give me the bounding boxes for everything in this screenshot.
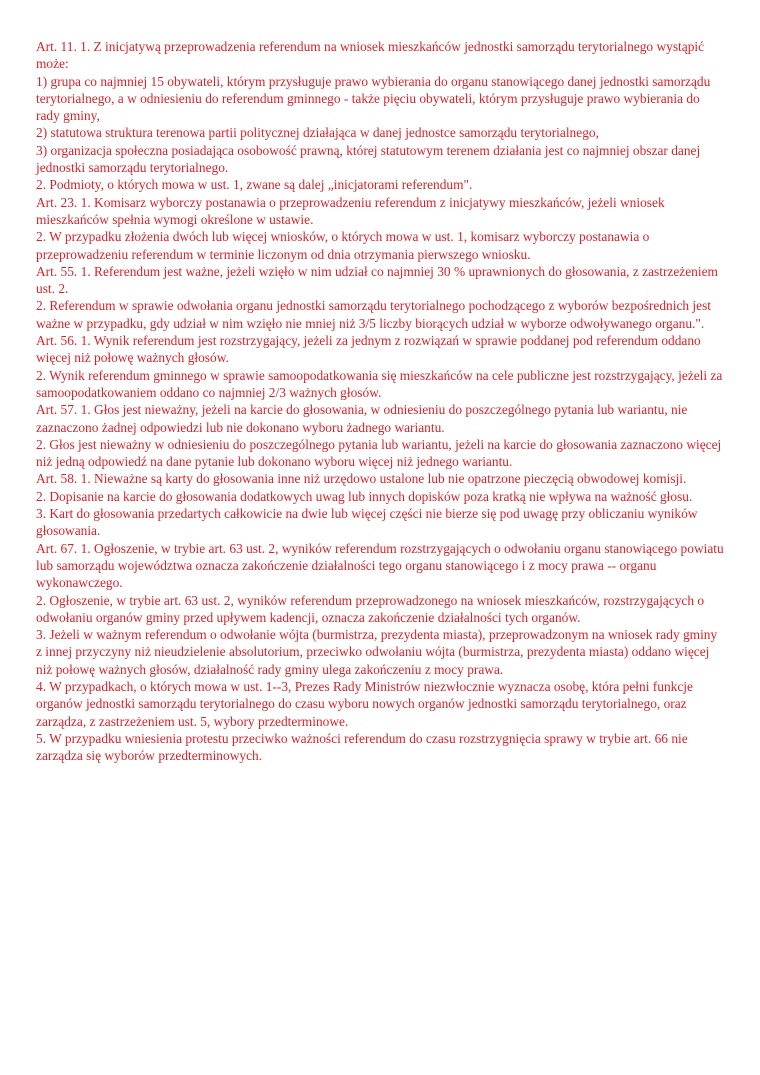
art-67-ust-5: 5. W przypadku wniesienia protestu przeciwko ważności referendum do czasu rozstrzygnięcia sprawy w trybie art. 66 nie zarządza się wyborów przedterminowych. xyxy=(36,730,688,764)
art-11-intro: Art. 11. 1. Z inicjatywą przeprowadzenia referendum na wniosek mieszkańców jednostki samorządu terytorialnego wystąpić może: xyxy=(36,39,705,72)
art-56-ust-1: Art. 56. 1. Wynik referendum jest rozstrzygający, jeżeli za jednym z rozwiązań w sprawie poddanej pod referendum oddano więcej niż połowę ważnych głosów. xyxy=(36,333,701,366)
art-11-ust-2: 2. Podmioty, o których mowa w ust. 1, zwane są dalej „inicjatorami referendum". xyxy=(36,177,473,193)
art-67-ust-2: 2. Ogłoszenie, w trybie art. 63 ust. 2, wyników referendum przeprowadzonego na wniosek mieszkańców, rozstrzygających o odwołaniu organów gminy przed upływem kadencji, oznacza zakończenie działalności tych organów. xyxy=(36,592,705,625)
art-58-ust-3: 3. Kart do głosowania przedartych całkowicie na dwie lub więcej części nie bierze się pod uwagę przy obliczaniu wyników głosowania. xyxy=(36,506,698,539)
art-55-ust-2: 2. Referendum w sprawie odwołania organu jednostki samorządu terytorialnego pochodzącego z wyborów bezpośrednich jest ważne w przypadku, gdy udział w nim wzięło nie mniej niż 3/5 liczby biorących udział w wyborze odwoływanego organu.". xyxy=(36,298,712,331)
document-body xyxy=(36,38,726,764)
art-11-point-2: 2) statutowa struktura terenowa partii politycznej działająca w danej jednostce samorządu terytorialnego, xyxy=(36,125,599,141)
art-67-ust-3: 3. Jeżeli w ważnym referendum o odwołanie wójta (burmistrza, prezydenta miasta), przeprowadzonym na wniosek rady gminy z innej przyczyny niż nieudzielenie absolutorium, przeciwko odwołaniu wójta (burmistrza, prezydenta miasta) oddano więcej niż połowę ważnych głosów, działalność rady gminy ulega zakończeniu z mocy prawa. xyxy=(36,627,718,677)
art-57-ust-1: Art. 57. 1. Głos jest nieważny, jeżeli na karcie do głosowania, w odniesieniu do poszczególnego pytania lub wariantu, nie zaznaczono żadnej odpowiedzi lub nie dokonano wyboru żadnego wariantu. xyxy=(36,402,688,435)
art-67-ust-4: 4. W przypadkach, o których mowa w ust. 1--3, Prezes Rady Ministrów niezwłocznie wyznacza osobę, która pełni funkcje organów jednostki samorządu terytorialnego do czasu wyboru nowych organów jednostki samorządu terytorialnego, oraz zarządza, z zastrzeżeniem ust. 5, wybory przedterminowe. xyxy=(36,678,693,729)
art-57-ust-2: 2. Głos jest nieważny w odniesieniu do poszczególnego pytania lub wariantu, jeżeli na karcie do głosowania zaznaczono więcej niż jedną odpowiedź na dane pytanie lub dokonano wyboru więcej niż jednego wariantu. xyxy=(36,436,722,470)
art-11-point-1: 1) grupa co najmniej 15 obywateli, którym przysługuje prawo wybierania do organu stanowiącego danej jednostki samorządu terytorialnego, a w odniesieniu do referendum gminnego - także pięciu obywateli, którym przysługuje prawo wybierania do rady gminy, xyxy=(36,73,711,124)
art-23-ust-1: Art. 23. 1. Komisarz wyborczy postanawia o przeprowadzeniu referendum z inicjatywy mieszkańców, jeżeli wniosek mieszkańców spełnia wymogi określone w ustawie. xyxy=(36,194,665,227)
art-67-ust-1: Art. 67. 1. Ogłoszenie, w trybie art. 63 ust. 2, wyników referendum rozstrzygających o odwołaniu organu stanowiącego powiatu lub samorządu województwa oznacza zakończenie działalności tego organu stanowiącego i z mocy prawa -- organu wykonawczego. xyxy=(36,540,724,591)
art-58-ust-2: 2. Dopisanie na karcie do głosowania dodatkowych uwag lub innych dopisków poza kratką nie wpływa na ważność głosu. xyxy=(36,488,693,504)
art-58-ust-1: Art. 58. 1. Nieważne są karty do głosowania inne niż urzędowo ustalone lub nie opatrzone pieczęcią obwodowej komisji. xyxy=(36,471,687,487)
art-55-ust-1: Art. 55. 1. Referendum jest ważne, jeżeli wzięło w nim udział co najmniej 30 % uprawnionych do głosowania, z zastrzeżeniem ust. 2. xyxy=(36,263,718,297)
art-56-ust-2: 2. Wynik referendum gminnego w sprawie samoopodatkowania się mieszkańców na cele publiczne jest rozstrzygający, jeżeli za samoopodatkowaniem oddano co najmniej 2/3 ważnych głosów. xyxy=(36,367,723,400)
art-23-ust-2: 2. W przypadku złożenia dwóch lub więcej wniosków, o których mowa w ust. 1, komisarz wyborczy postanawia o przeprowadzeniu referendum w terminie liczonym od dnia otrzymania pierwszego wniosku. xyxy=(36,229,650,262)
art-11-point-3: 3) organizacja społeczna posiadająca osobowość prawną, której statutowym terenem działania jest co najmniej obszar danej jednostki samorządu terytorialnego. xyxy=(36,142,701,176)
